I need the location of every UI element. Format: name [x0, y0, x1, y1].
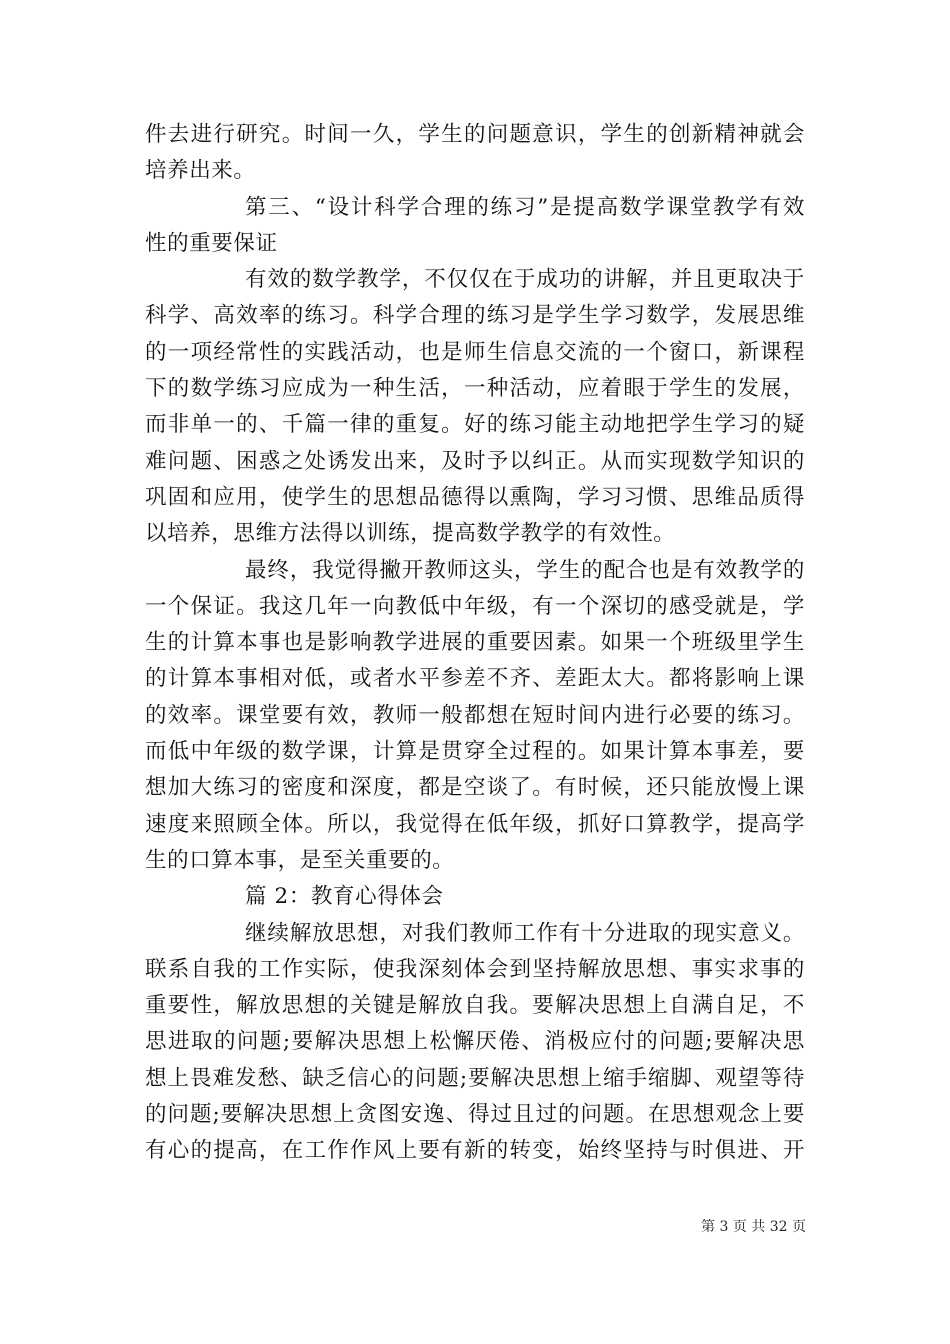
text-line: 以培养，思维方法得以训练，提高数学教学的有效性。 [145, 521, 676, 547]
text-line: 件去进行研究。时间一久，学生的问题意识，学生的创新精神就会 [145, 122, 805, 147]
section-heading: 第三、“设计科学合理的练习”是提高数学课堂教学有效 [245, 194, 805, 220]
text-line: 思进取的问题;要解决思想上松懈厌倦、消极应付的问题;要解决思 [145, 1029, 805, 1055]
text-line: 的效率。课堂要有效，教师一般都想在短时间内进行必要的练习。 [145, 702, 805, 728]
text-line: 想加大练习的密度和深度，都是空谈了。有时候，还只能放慢上课 [145, 775, 805, 801]
text-line: 而非单一的、千篇一律的重复。好的练习能主动地把学生学习的疑 [145, 412, 805, 438]
paragraph-first-line: 有效的数学教学，不仅仅在于成功的讲解，并且更取决于 [245, 267, 805, 293]
text-line: 生的计算本事也是影响教学进展的重要因素。如果一个班级里学生 [145, 630, 805, 656]
text-line: 难问题、困惑之处诱发出来，及时予以纠正。从而实现数学知识的 [145, 448, 805, 474]
text-line: 巩固和应用，使学生的思想品德得以熏陶，学习习惯、思维品质得 [145, 484, 805, 510]
text-line: 联系自我的工作实际，使我深刻体会到坚持解放思想、事实求事的 [145, 956, 805, 982]
text-line: 速度来照顾全体。所以，我觉得在低年级，抓好口算教学，提高学 [145, 811, 805, 837]
section-heading-continuation: 性的重要保证 [145, 230, 278, 256]
page-number-footer: 第 3 页 共 32 页 [701, 1219, 806, 1235]
text-line: 培养出来。 [145, 158, 256, 184]
text-line: 而低中年级的数学课，计算是贯穿全过程的。如果计算本事差，要 [145, 739, 805, 765]
text-line: 的计算本事相对低，或者水平参差不齐、差距太大。都将影响上课 [145, 666, 805, 692]
text-line: 的问题;要解决思想上贪图安逸、得过且过的问题。在思想观念上要 [145, 1102, 805, 1128]
text-line: 一个保证。我这几年一向教低中年级，有一个深切的感受就是，学 [145, 593, 805, 619]
text-line: 有心的提高，在工作作风上要有新的转变，始终坚持与时俱进、开 [145, 1138, 805, 1164]
text-line: 想上畏难发愁、缺乏信心的问题;要解决思想上缩手缩脚、观望等待 [145, 1065, 805, 1091]
paragraph-first-line: 继续解放思想，对我们教师工作有十分进取的现实意义。 [245, 920, 805, 946]
text-line: 生的口算本事，是至关重要的。 [145, 847, 455, 873]
paragraph-first-line: 最终，我觉得撇开教师这头，学生的配合也是有效教学的 [245, 557, 805, 583]
document-body [145, 117, 805, 1170]
text-line: 科学、高效率的练习。科学合理的练习是学生学习数学，发展思维 [145, 303, 805, 329]
article-heading: 篇 2：教育心得体会 [245, 884, 444, 910]
text-line: 的一项经常性的实践活动，也是师生信息交流的一个窗口，新课程 [145, 339, 805, 365]
text-line: 下的数学练习应成为一种生活，一种活动，应着眼于学生的发展， [145, 376, 805, 402]
text-line: 重要性，解放思想的关键是解放自我。要解决思想上自满自足，不 [145, 993, 805, 1019]
